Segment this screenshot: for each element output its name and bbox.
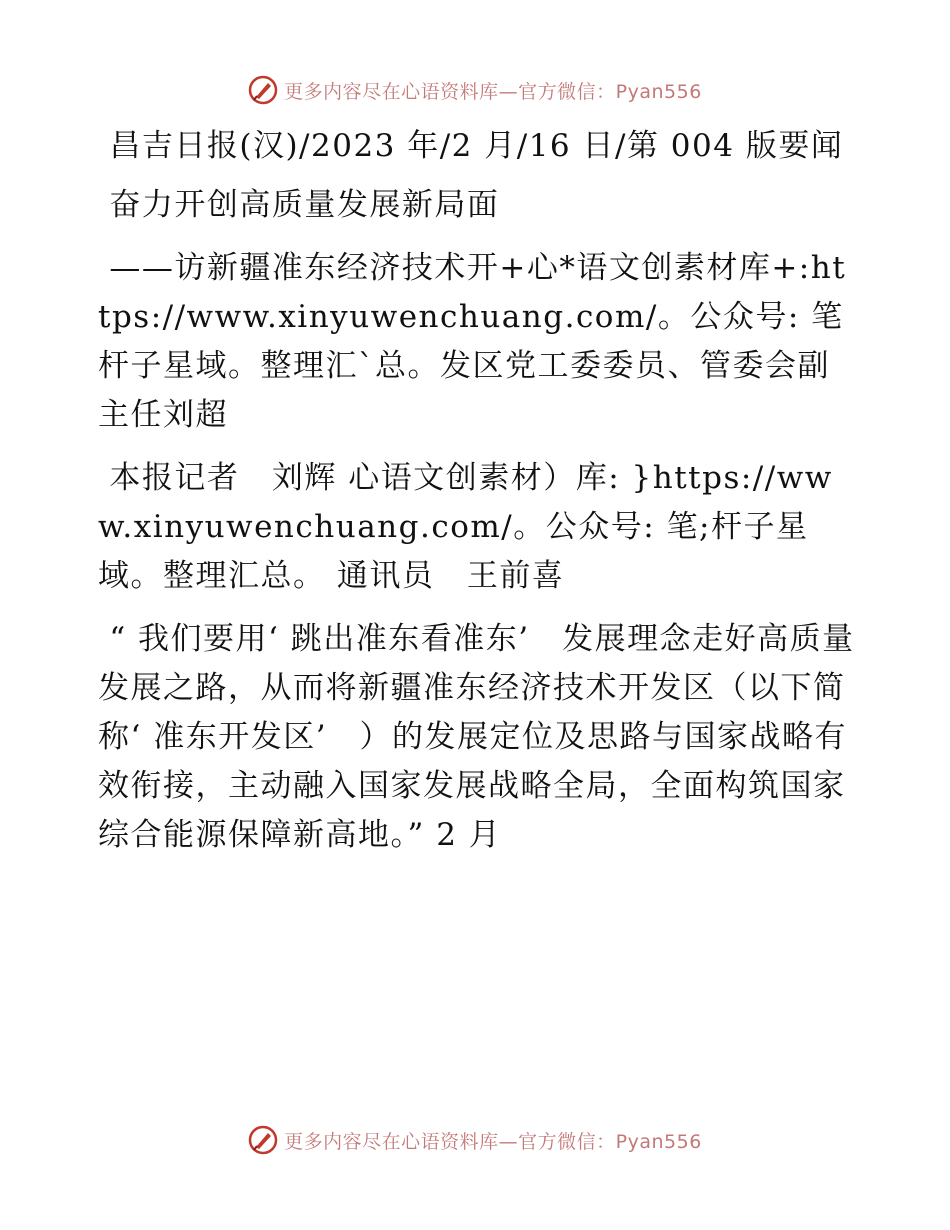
quill-logo-icon [248, 1125, 278, 1155]
quill-logo-icon [248, 75, 278, 105]
footer-watermark [0, 1122, 950, 1158]
headline: 奋力开创高质量发展新局面 [98, 187, 500, 223]
body-paragraph: “ 我们要用‘ 跳出准东看准东’ 发展理念走好高质量发展之路，从而将新疆准东经济技术开发区（以下简称‘ 准东开发区’ ）的发展定位及思路与国家战略有效衔接，主动融入国家发展战略全局，全面构筑国家综合能源保障新高地。” 2 月 [98, 621, 855, 853]
watermark-text: 更多内容尽在心语资料库—官方微信：Pyan556 [284, 1130, 702, 1153]
dateline: 昌吉日报(汉)/2023 年/2 月/16 日/第 004 版要闻 [98, 128, 844, 164]
article-body [98, 122, 858, 874]
subtitle: ——访新疆准东经济技术开+心*语文创素材库+:https://www.xinyuwenchuang.com/。公众号: 笔杆子星域。整理汇`总。发区党工委委员、管委会副主任刘超 [98, 250, 847, 433]
watermark-text: 更多内容尽在心语资料库—官方微信：Pyan556 [284, 80, 702, 103]
byline: 本报记者 刘辉 心语文创素材）库: }https://www.xinyuwenchuang.com/。公众号: 笔;杆子星域。整理汇总。 通讯员 王前喜 [98, 460, 833, 594]
header-watermark [0, 72, 950, 108]
